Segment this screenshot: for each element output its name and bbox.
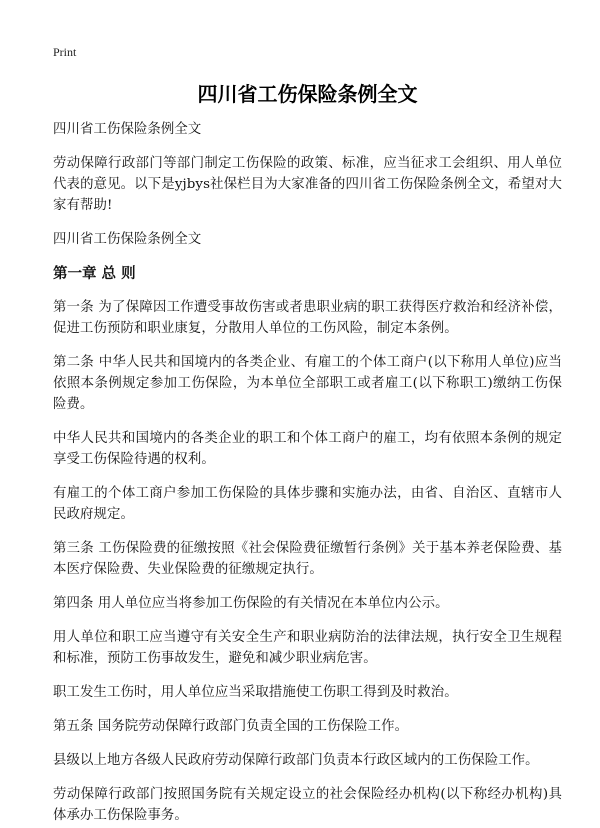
article-paragraph: 用人单位和职工应当遵守有关安全生产和职业病防治的法律法规，执行安全卫生规程和标准，预防工伤事故发生，避免和减少职业病危害。 <box>53 630 562 666</box>
article-paragraph: 第五条 国务院劳动保障行政部门负责全国的工伤保险工作。 <box>53 719 409 734</box>
article-paragraph: 第三条 工伤保险费的征缴按照《社会保险费征缴暂行条例》关于基本养老保险费、基本医疗保险费、失业保险费的征缴规定执行。 <box>53 541 562 577</box>
article-paragraph: 第二条 中华人民共和国境内的各类企业、有雇工的个体工商户(以下称用人单位)应当依照本条例规定参加工伤保险，为本单位全部职工或者雇工(以下称职工)缴纳工伤保险费。 <box>53 355 562 412</box>
chapter-heading: 第一章 总 则 <box>53 265 136 282</box>
article-paragraph: 县级以上地方各级人民政府劳动保障行政部门负责本行政区域内的工伤保险工作。 <box>53 753 539 768</box>
intro-subtitle-repeat: 四川省工伤保险条例全文 <box>53 232 202 247</box>
article-paragraph: 劳动保障行政部门按照国务院有关规定设立的社会保险经办机构(以下称经办机构)具体承办工伤保险事务。 <box>53 787 562 823</box>
intro-subtitle: 四川省工伤保险条例全文 <box>53 122 202 137</box>
article-paragraph: 第四条 用人单位应当将参加工伤保险的有关情况在本单位内公示。 <box>53 596 449 611</box>
page-title: 四川省工伤保险条例全文 <box>197 82 418 106</box>
article-paragraph: 第一条 为了保障因工作遭受事故伤害或者患职业病的职工获得医疗救治和经济补偿，促进工伤预防和职业康复，分散用人单位的工伤风险，制定本条例。 <box>53 300 562 336</box>
print-link[interactable]: Print <box>53 45 77 59</box>
intro-paragraph: 劳动保障行政部门等部门制定工伤保险的政策、标准，应当征求工会组织、用人单位代表的意见。以下是yjbys社保栏目为大家准备的四川省工伤保险条例全文，希望对大家有帮助! <box>53 156 562 213</box>
article-paragraph: 中华人民共和国境内的各类企业的职工和个体工商户的雇工，均有依照本条例的规定享受工伤保险待遇的权利。 <box>53 431 562 467</box>
article-paragraph: 有雇工的个体工商户参加工伤保险的具体步骤和实施办法，由省、自治区、直辖市人民政府规定。 <box>53 486 562 522</box>
article-paragraph: 职工发生工伤时，用人单位应当采取措施使工伤职工得到及时救治。 <box>53 685 458 700</box>
